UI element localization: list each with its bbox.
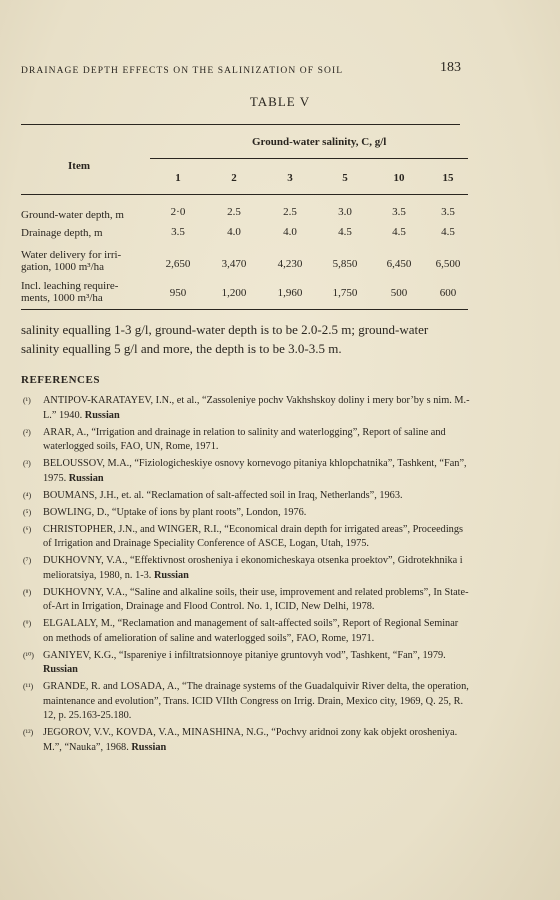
item-header: Item [68,160,90,172]
reference-text: JEGOROV, V.V., KOVDA, V.A., MINASHINA, N.G., “Pochvy aridnoi zony kak objekt orosheniya. M.”, “Nauka”, 1968. [43,727,458,753]
reference-text: DUKHOVNY, V.A., “Effektivnost orosheniya i ekonomicheskaya otsenka proektov”, Gidrotekhnika i melioratsiya, 1980, n. 1-3. [43,555,463,581]
table-cell: 3.5 [392,206,406,218]
reference-text: GANIYEV, K.G., “Ispareniye i infiltratsionnoye pitaniye gruntovyh vod”, Tashkent, “Fan”, 1979. [43,649,446,661]
table-cell: 4.5 [338,226,352,238]
reference-text: GRANDE, R. and LOSADA, A., “The drainage systems of the Guadalquivir River delta, the operation, maintenance and evolution”, Trans. ICID VIIth Congress on Irrig. Drain, Mexico city, 1969, Q. 25, R. 12, p. 25.163-25.180. [43,681,469,721]
references-heading: REFERENCES [21,374,100,386]
row-label: Water delivery for irri- [21,249,122,261]
row-label: Drainage depth, m [21,227,103,239]
table-cell: 1,750 [332,287,358,299]
table-cell: 950 [169,287,187,299]
reference-language: Russian [153,569,189,581]
table-cell: 4.5 [392,226,406,238]
reference-text: ELGALALY, M., “Reclamation and management of salt-affected soils”, Report of Regional Seminar on methods of amelioration of saline and waterlogged soils”, FAO, Rome, 1971. [43,618,459,644]
reference-language: Russian [84,409,120,421]
reference-number: (⁶) [23,524,32,534]
reference-language: Russian [68,472,104,484]
reference-number: (¹²) [23,728,34,737]
reference-item [21,586,471,615]
table-title: TABLE V [249,94,311,109]
table-cell: 3.5 [171,226,185,238]
reference-number: (²) [23,427,31,437]
table-cell: 6,500 [435,258,461,270]
reference-text: BELOUSSOV, M.A., “Fiziologicheskiye osnovy kornevogo pitaniya khlopchatnika”, Tashkent, “Fan”, 1975. [43,458,467,484]
column-header: 15 [442,172,454,184]
table-cell: 1,960 [277,287,303,299]
reference-number: (¹) [23,396,31,405]
reference-item [21,680,471,724]
reference-number: (¹¹) [23,682,34,691]
reference-item [21,726,471,755]
body-paragraph: salinity equalling 1-3 g/l, ground-water depth is to be 2.0-2.5 m; ground-water salinity equalling 5 g/l and more, the depth is to be 3.0-3.5 m. [21,322,429,356]
reference-number: (⁹) [23,619,32,628]
row-label: Incl. leaching require- [21,280,119,292]
reference-language: Russian [131,741,167,753]
column-header: 3 [287,172,293,184]
reference-number: (⁴) [23,490,32,500]
reference-item [21,426,471,455]
column-header: 1 [175,172,181,184]
reference-language: Russian [43,664,78,675]
reference-number: (⁷) [23,556,32,565]
reference-number: (¹⁰) [23,650,34,660]
table-cell: 500 [390,287,408,299]
table-cell: 2·0 [170,206,186,218]
reference-item [21,394,471,423]
header-bottom-rule [21,194,468,195]
reference-text: CHRISTOPHER, J.N., and WINGER, R.I., “Economical drain depth for irrigated areas”, Proceedings of Irrigation and Drainage Speciality Conference of ASCE, Logan, Utah, 1975. [43,523,463,549]
table-cell: 4,230 [277,258,303,270]
column-header: 2 [231,172,237,184]
table-cell: 4.0 [227,226,241,238]
table-cell: 2,650 [165,258,191,270]
reference-number: (³) [23,459,31,468]
reference-text: BOWLING, D., “Uptake of ions by plant roots”, London, 1976. [43,506,307,518]
table-cell: 600 [439,287,457,299]
group-header: Ground-water salinity, C, g/l [252,136,387,148]
table-cell: 2.5 [283,206,297,218]
row-label: ments, 1000 m³/ha [21,292,103,304]
reference-item [21,506,471,521]
column-header: 5 [342,172,348,184]
table-cell: 3.5 [441,206,455,218]
reference-item [21,649,471,678]
reference-item [21,457,471,486]
page-number: 183 [440,60,461,75]
running-head: DRAINAGE DEPTH EFFECTS ON THE SALINIZATION OF SOIL [21,66,344,76]
reference-text: ANTIPOV-KARATAYEV, I.N., et al., “Zassoleniye pochv Vakhshskoy doliny i mery bor’by s nim. M.-L.” 1940. [43,395,470,421]
table-cell: 4.0 [283,226,297,238]
row-label: gation, 1000 m³/ha [21,261,105,273]
table-cell: 5,850 [332,258,358,270]
table-cell: 6,450 [386,258,412,270]
table-cell: 1,200 [221,287,247,299]
row-label: Ground-water depth, m [21,209,124,221]
references-list [21,394,471,758]
group-header-rule [150,158,468,159]
reference-item [21,489,471,504]
reference-text: DUKHOVNY, V.A., “Saline and alkaline soils, their use, improvement and related problems”, In State-of-Art in Irrigation, Drainage and Flood Control. No. 1, ICID, New Delhi, 1978. [43,586,469,612]
table-cell: 4.5 [441,226,455,238]
reference-text: BOUMANS, J.H., et. al. “Reclamation of salt-affected soil in Iraq, Netherlands”, 1963. [43,489,403,501]
reference-item [21,523,471,552]
column-header: 10 [393,172,405,184]
reference-text: ARAR, A., “Irrigation and drainage in relation to salinity and waterlogging”, Report of saline and waterlogged soils, FAO, UN, Rome, 1971. [43,426,446,452]
table-cell: 2.5 [227,206,241,218]
reference-item [21,554,471,583]
table-cell: 3,470 [221,258,247,270]
reference-number: (⁵) [23,507,32,517]
reference-item [21,617,471,646]
table-cell: 3.0 [338,206,352,218]
reference-number: (⁸) [23,587,32,597]
table-bottom-rule [21,309,468,310]
table-top-rule [21,124,460,125]
